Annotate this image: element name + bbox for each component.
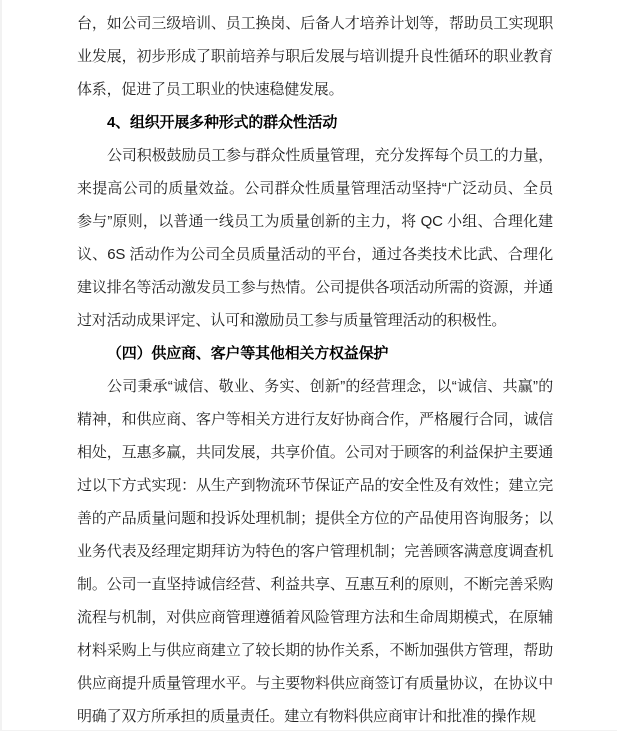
section-heading-group-activities: 4、组织开展多种形式的群众性活动 [107,114,338,131]
section-heading-stakeholder-protection: （四）供应商、客户等其他相关方权益保护 [107,345,389,362]
paragraph-supplier-customer-protection: 公司秉承“诚信、敬业、务实、创新”的经营理念，以“诚信、共赢”的精神，和供应商、客户等相关方进行友好协商合作，严格履行合同，诚信相处，互惠多赢，共同发展，共享价值。公司对于顾客的利益保护主要通过以下方式实现：从生产到物流环节保证产品的安全性及有效性；建立完善的产品质量问题和投诉处理机制；提供全方位的产品使用咨询服务；以业务代表及经理定期拜访为特色的客户管理机制；完善顾客满意度调查机制。公司一直坚持诚信经营、利益共享、互惠互利的原则，不断完善采购流程与机制，对供应商管理遵循着风险管理方法和生命周期模式，在原辅材料采购上与供应商建立了较长期的协作关系，不断加强供方管理，帮助供应商提升质量管理水平。与主要物料供应商签订有质量协议，在协议中明确了双方所承担的质量责任。建立有物料供应商审计和批准的操作规 [77,378,553,725]
paragraph-quality-activities: 公司积极鼓励员工参与群众性质量管理，充分发挥每个员工的力量，来提高公司的质量效益。公司群众性质量管理活动坚持“广泛动员、全员参与”原则，以普通一线员工为质量创新的主力，将 QC 小组、合理化建议、6S 活动作为公司全员质量活动的平台，通过各类技术比武、合理化建议排名等活动激发员工参与热情。公司提供各项活动所需的资源，并通过对活动成果评定、认可和激励员工参与质量管理活动的积极性。 [77,147,553,329]
paragraph-continuation: 台，如公司三级培训、员工换岗、后备人才培养计划等，帮助员工实现职业发展，初步形成了职前培养与职后发展与培训提升良性循环的职业教育体系，促进了员工职业的快速稳健发展。 [77,15,553,98]
